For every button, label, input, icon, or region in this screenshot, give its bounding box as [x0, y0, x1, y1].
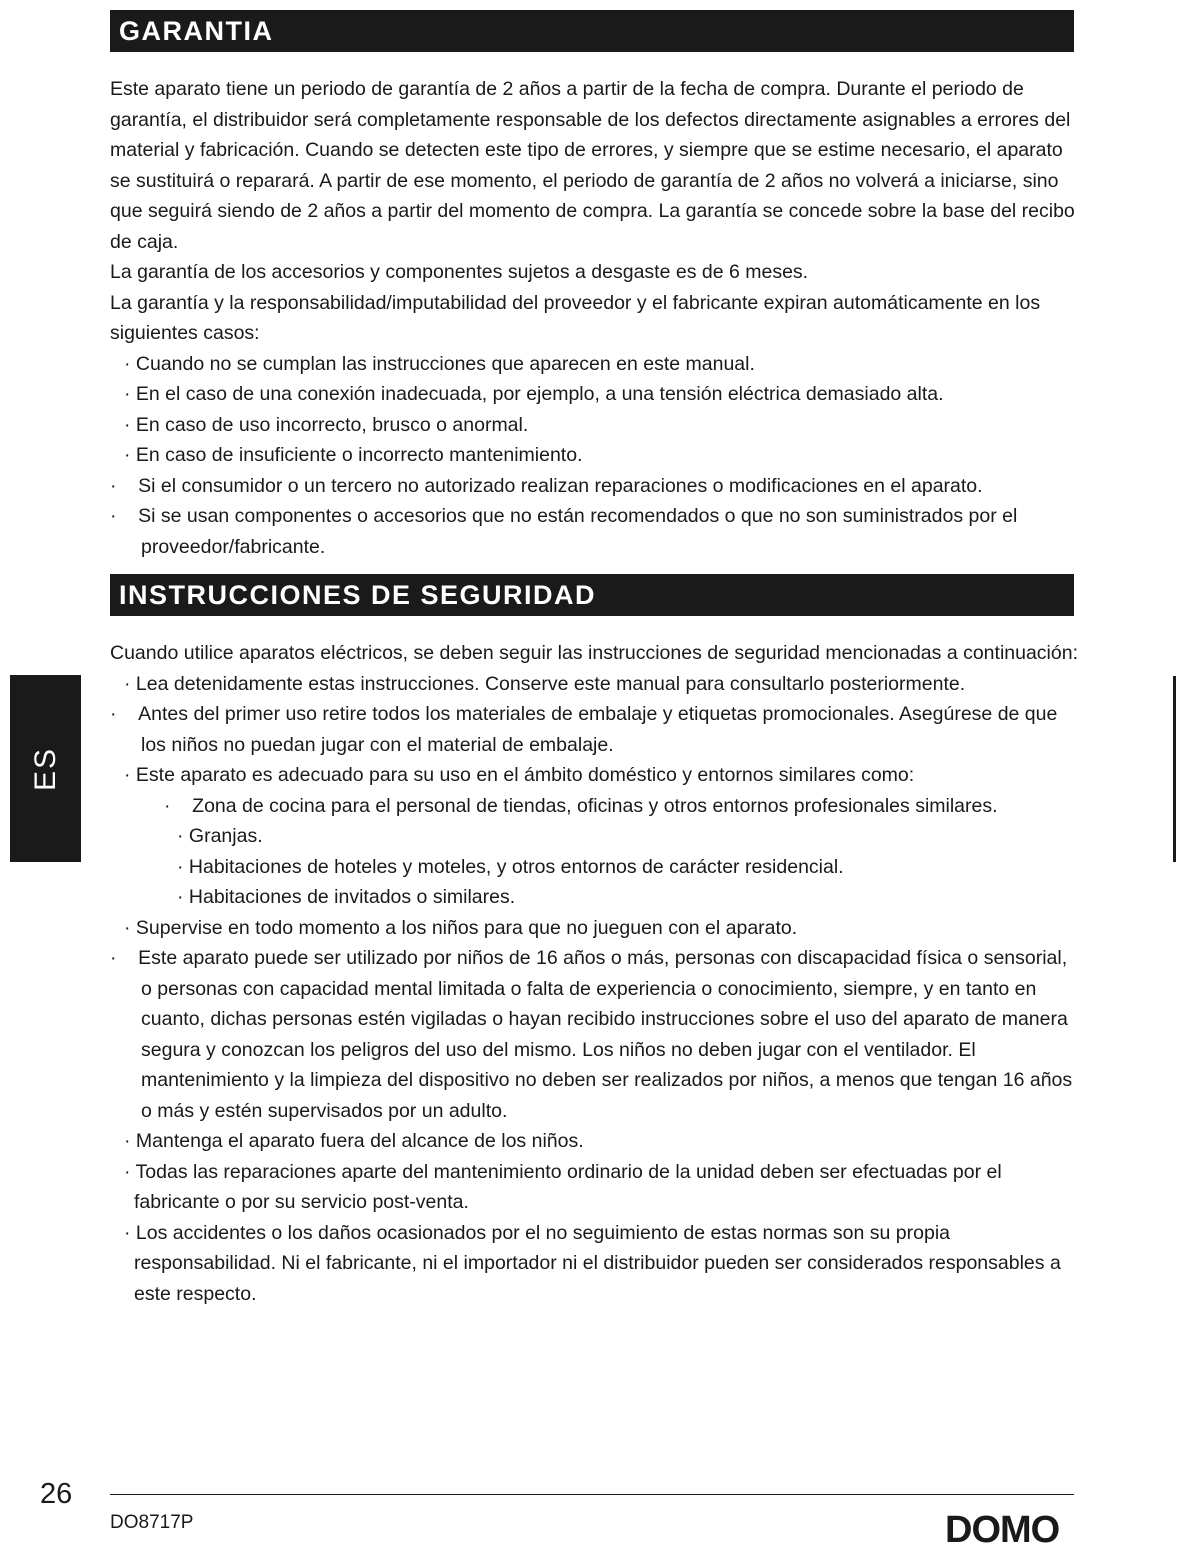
- garantia-body: [110, 74, 1080, 562]
- domo-logo: [945, 1508, 1075, 1553]
- seguridad-body: [110, 638, 1080, 1309]
- sub-list-item: · Zona de cocina para el personal de tiendas, oficinas y otros entornos profesionales similares.: [164, 794, 998, 817]
- domo-logo-mark: [945, 1508, 1075, 1548]
- footer-divider: [110, 1494, 1074, 1495]
- list-item: · Cuando no se cumplan las instrucciones que aparecen en este manual.: [124, 352, 755, 375]
- page-number: 26: [40, 1478, 73, 1510]
- sub-list-item: · Habitaciones de hoteles y moteles, y otros entornos de carácter residencial.: [177, 855, 844, 878]
- seguridad-heading: INSTRUCCIONES DE SEGURIDAD: [110, 574, 1074, 616]
- list-item: · En caso de uso incorrecto, brusco o anormal.: [124, 413, 529, 436]
- list-item: · Este aparato puede ser utilizado por niños de 16 años o más, personas con discapacidad física o sensorial, o personas con capacidad mental limitada o falta de experiencia o conocimiento, siempre, y en tanto en cuanto, dichas personas estén vigiladas o hayan recibido instrucciones sobre el uso del aparato de manera segura y conozcan los peligros del uso del mismo. Los niños no deben jugar con el ventilador. El mantenimiento y la limpieza del dispositivo no deben ser realizados por niños, a menos que tengan 16 años o más y estén supervisados por un adulto.: [110, 947, 1073, 1122]
- list-item: · En el caso de una conexión inadecuada, por ejemplo, a una tensión eléctrica demasiado alta.: [124, 383, 944, 405]
- language-tab-label: ES: [28, 746, 62, 791]
- garantia-heading: GARANTIA: [110, 10, 1074, 52]
- garantia-paragraph: La garantía de los accesorios y componentes sujetos a desgaste es de 6 meses.: [110, 261, 809, 283]
- sub-list-item: · Granjas.: [177, 825, 263, 847]
- seguridad-intro: Cuando utilice aparatos eléctricos, se deben seguir las instrucciones de seguridad mencionadas a continuación:: [110, 642, 1079, 664]
- list-item: · Si el consumidor o un tercero no autorizado realizan reparaciones o modificaciones en el aparato.: [110, 474, 983, 497]
- list-item: · Los accidentes o los daños ocasionados por el no seguimiento de estas normas son su propia responsabilidad. Ni el fabricante, ni el importador ni el distribuidor pueden ser considerados responsables a este respecto.: [124, 1221, 1061, 1305]
- svg-text:DOMO: DOMO: [945, 1509, 1060, 1548]
- edge-marker: [1173, 676, 1176, 862]
- list-item: · En caso de insuficiente o incorrecto mantenimiento.: [124, 444, 583, 466]
- garantia-paragraph: Este aparato tiene un periodo de garantía de 2 años a partir de la fecha de compra. Durante el periodo de garantía, el distribuidor será completamente responsable de los defectos directamente asignables a errores del material y fabricación. Cuando se detecten este tipo de errores, y siempre que se estime necesario, el aparato se sustituirá o reparará. A partir de ese momento, el periodo de garantía de 2 años no volverá a iniciarse, sino que seguirá siendo de 2 años a partir del momento de compra. La garantía se concede sobre la base del recibo de caja.: [110, 78, 1075, 253]
- language-tab: [10, 675, 81, 862]
- list-item: · Supervise en todo momento a los niños para que no jueguen con el aparato.: [124, 916, 798, 939]
- garantia-paragraph: La garantía y la responsabilidad/imputabilidad del proveedor y el fabricante expiran automáticamente en los siguientes casos:: [110, 291, 1041, 344]
- list-item: · Si se usan componentes o accesorios que no están recomendados o que no son suministrados por el proveedor/fabricante.: [110, 505, 1018, 558]
- sub-list-item: · Habitaciones de invitados o similares.: [177, 886, 516, 908]
- list-item: · Este aparato es adecuado para su uso en el ámbito doméstico y entornos similares como:: [124, 764, 915, 786]
- list-item: · Antes del primer uso retire todos los materiales de embalaje y etiquetas promocionales. Asegúrese de que los niños no puedan jugar con el material de embalaje.: [110, 703, 1058, 756]
- list-item: · Lea detenidamente estas instrucciones. Conserve este manual para consultarlo posteriormente.: [124, 672, 966, 695]
- list-item: · Todas las reparaciones aparte del mantenimiento ordinario de la unidad deben ser efectuadas por el fabricante o por su servicio post-venta.: [124, 1160, 1002, 1213]
- list-item: · Mantenga el aparato fuera del alcance de los niños.: [124, 1130, 584, 1152]
- model-number: DO8717P: [110, 1512, 194, 1533]
